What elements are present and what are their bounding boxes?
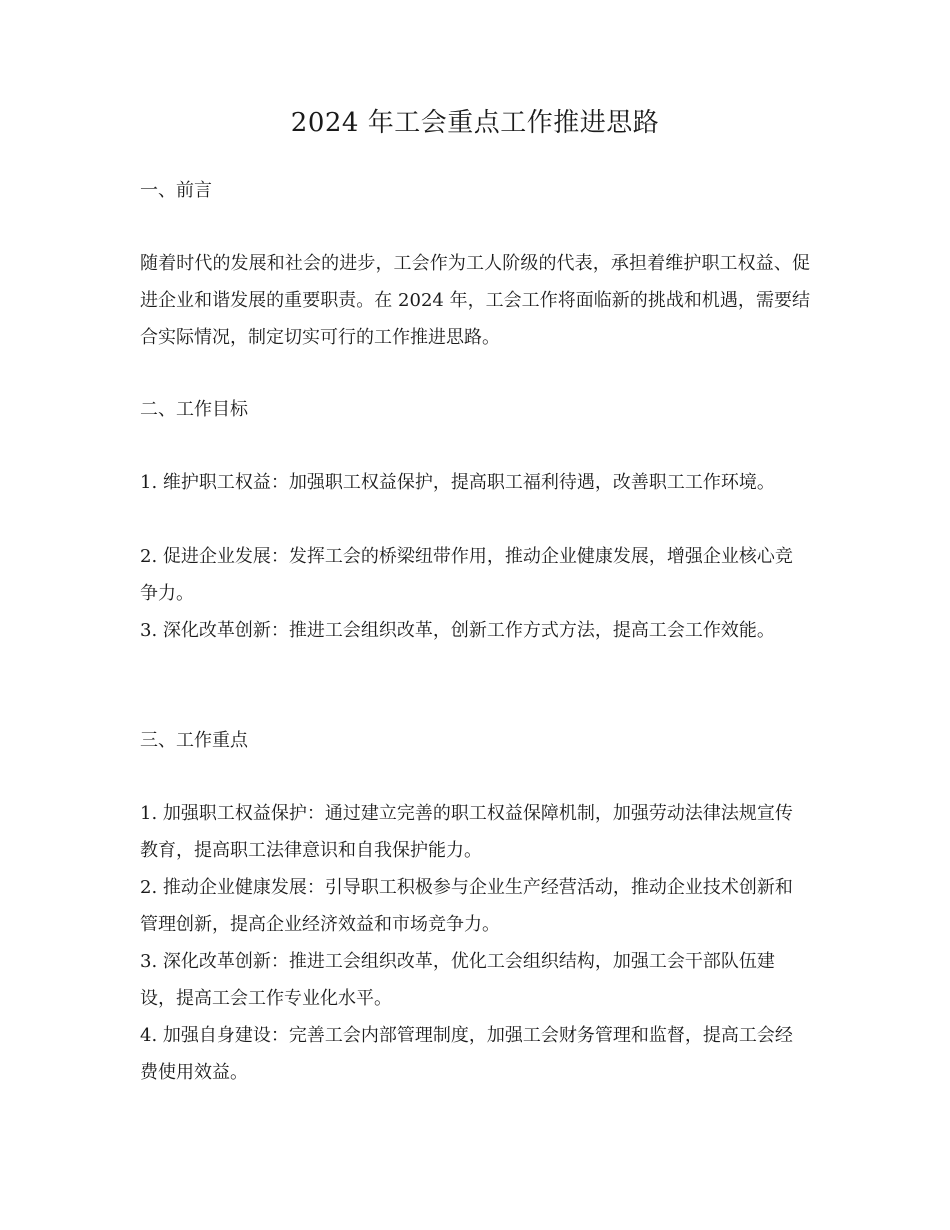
- goal-item-2: 2. 促进企业发展：发挥工会的桥梁纽带作用，推动企业健康发展，增强企业核心竞争力。: [140, 546, 793, 604]
- priority-item-3: 3. 深化改革创新：推进工会组织改革，优化工会组织结构，加强工会干部队伍建设，提高工会工作专业化水平。: [140, 951, 775, 1009]
- goal-item-3: 3. 深化改革创新：推进工会组织改革，创新工作方式方法，提高工会工作效能。: [140, 620, 775, 641]
- priority-item-4: 4. 加强自身建设：完善工会内部管理制度，加强工会财务管理和监督，提高工会经费使用效益。: [140, 1025, 793, 1083]
- section-heading-preface: 一、前言: [140, 180, 212, 201]
- document-title: 2024 年工会重点工作推进思路: [290, 108, 660, 138]
- priority-item-1: 1. 加强职工权益保护：通过建立完善的职工权益保障机制，加强劳动法律法规宣传教育，提高职工法律意识和自我保护能力。: [140, 803, 793, 861]
- section-heading-goals: 二、工作目标: [140, 399, 248, 420]
- goal-item-1: 1. 维护职工权益：加强职工权益保护，提高职工福利待遇，改善职工工作环境。: [140, 472, 775, 493]
- preface-paragraph: 随着时代的发展和社会的进步，工会作为工人阶级的代表，承担着维护职工权益、促进企业和谐发展的重要职责。在 2024 年，工会工作将面临新的挑战和机遇，需要结合实际情况，制定切实可行的工作推进思路。: [140, 253, 810, 348]
- section-heading-priorities: 三、工作重点: [140, 730, 248, 751]
- priority-item-2: 2. 推动企业健康发展：引导职工积极参与企业生产经营活动，推动企业技术创新和管理创新，提高企业经济效益和市场竞争力。: [140, 877, 793, 935]
